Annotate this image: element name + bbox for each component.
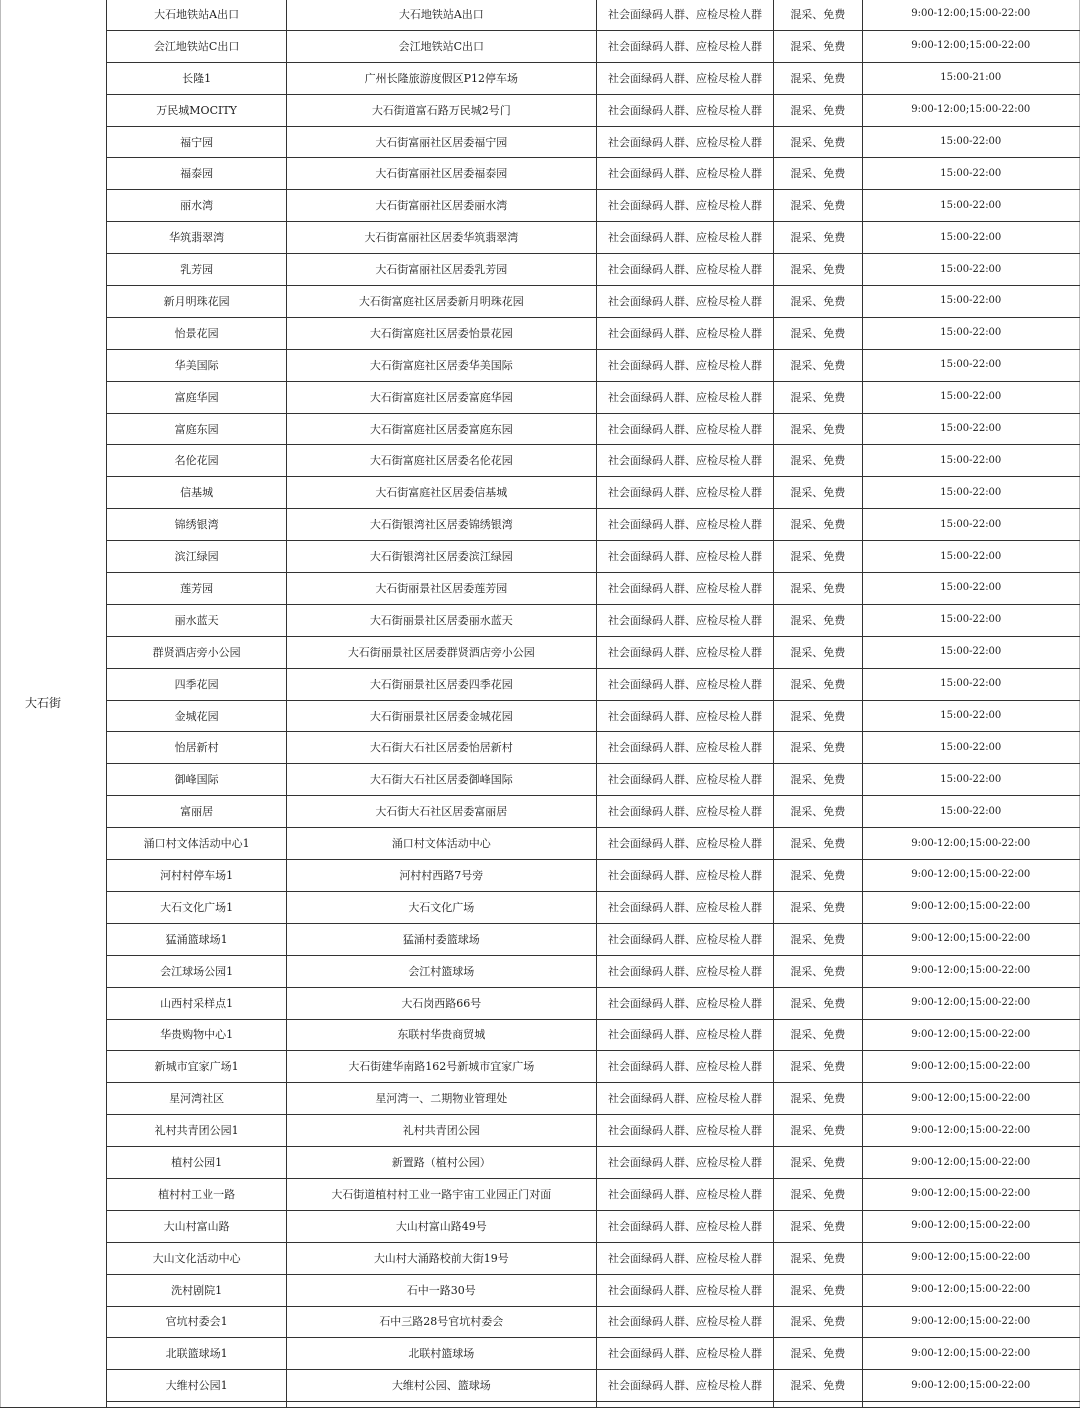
site-address-cell: 大石街富庭社区居委信基城 [286,477,596,509]
sampling-method-cell: 混采、免费 [774,1051,862,1083]
site-address-cell: 大石街大石社区居委御峰国际 [286,764,596,796]
service-hours-cell: 15:00-22:00 [862,349,1079,381]
site-name-cell: 大山村富山路 [107,1210,286,1242]
table-row [1,158,1080,190]
site-name-cell: 星河湾社区 [107,1083,286,1115]
empty-cell [862,1402,1079,1408]
service-hours-cell: 15:00-22:00 [862,668,1079,700]
table-row [1,1338,1080,1370]
site-address-cell: 大石街富庭社区居委富庭华园 [286,381,596,413]
sampling-method-cell: 混采、免费 [774,1019,862,1051]
site-address-cell: 东联村华贵商贸城 [286,1019,596,1051]
site-address-cell: 河村村西路7号旁 [286,860,596,892]
site-address-cell: 大石街大石社区居委怡居新村 [286,732,596,764]
sampling-method-cell: 混采、免费 [774,1147,862,1179]
table-row [1,62,1080,94]
site-name-cell: 怡景花园 [107,317,286,349]
sampling-method-cell: 混采、免费 [774,286,862,318]
table-row [1,286,1080,318]
service-hours-cell: 15:00-22:00 [862,413,1079,445]
table-body [1,0,1080,1408]
site-name-cell: 会江地铁站C出口 [107,30,286,62]
site-name-cell: 华贵购物中心1 [107,1019,286,1051]
service-hours-cell: 9:00-12:00;15:00-22:00 [862,1306,1079,1338]
site-name-cell: 河村村停车场1 [107,860,286,892]
table-row [1,1242,1080,1274]
site-name-cell: 长隆1 [107,62,286,94]
sampling-method-cell: 混采、免费 [774,796,862,828]
site-address-cell: 大石街道富石路万民城2号门 [286,94,596,126]
service-hours-cell: 15:00-22:00 [862,604,1079,636]
site-address-cell: 大石街富丽社区居委福宁园 [286,126,596,158]
site-name-cell: 万民城MOCITY [107,94,286,126]
target-group-cell: 社会面绿码人群、应检尽检人群 [596,955,773,987]
sampling-method-cell: 混采、免费 [774,923,862,955]
table-row [1,509,1080,541]
site-address-cell: 石中三路28号官坑村委会 [286,1306,596,1338]
sampling-method-cell: 混采、免费 [774,955,862,987]
sampling-method-cell: 混采、免费 [774,541,862,573]
site-address-cell: 大石街富庭社区居委富庭东园 [286,413,596,445]
target-group-cell: 社会面绿码人群、应检尽检人群 [596,30,773,62]
sampling-method-cell: 混采、免费 [774,509,862,541]
site-address-cell: 北联村篮球场 [286,1338,596,1370]
sampling-method-cell: 混采、免费 [774,1083,862,1115]
table-row [1,1370,1080,1402]
service-hours-cell: 15:00-22:00 [862,477,1079,509]
target-group-cell: 社会面绿码人群、应检尽检人群 [596,477,773,509]
service-hours-cell: 9:00-12:00;15:00-22:00 [862,1051,1079,1083]
table-row [1,796,1080,828]
site-address-cell: 大石街富丽社区居委丽水湾 [286,190,596,222]
site-name-cell: 官坑村委会1 [107,1306,286,1338]
site-name-cell: 富庭东园 [107,413,286,445]
service-hours-cell: 9:00-12:00;15:00-22:00 [862,955,1079,987]
target-group-cell: 社会面绿码人群、应检尽检人群 [596,1147,773,1179]
site-address-cell: 石中一路30号 [286,1274,596,1306]
target-group-cell: 社会面绿码人群、应检尽检人群 [596,860,773,892]
site-name-cell: 新月明珠花园 [107,286,286,318]
site-name-cell: 大维村公园1 [107,1370,286,1402]
target-group-cell: 社会面绿码人群、应检尽检人群 [596,222,773,254]
site-address-cell: 涌口村文体活动中心 [286,828,596,860]
site-address-cell: 大石岗西路66号 [286,987,596,1019]
target-group-cell: 社会面绿码人群、应检尽检人群 [596,1306,773,1338]
table-row [1,94,1080,126]
table-row [1,541,1080,573]
table-row [1,700,1080,732]
target-group-cell: 社会面绿码人群、应检尽检人群 [596,381,773,413]
table-row [1,1178,1080,1210]
target-group-cell: 社会面绿码人群、应检尽检人群 [596,1370,773,1402]
service-hours-cell: 15:00-22:00 [862,222,1079,254]
table-row [1,604,1080,636]
service-hours-cell: 15:00-22:00 [862,732,1079,764]
target-group-cell: 社会面绿码人群、应检尽检人群 [596,413,773,445]
site-name-cell: 富丽居 [107,796,286,828]
site-name-cell: 新城市宜家广场1 [107,1051,286,1083]
sampling-method-cell: 混采、免费 [774,828,862,860]
target-group-cell: 社会面绿码人群、应检尽检人群 [596,158,773,190]
service-hours-cell: 15:00-22:00 [862,254,1079,286]
sampling-method-cell: 混采、免费 [774,891,862,923]
target-group-cell: 社会面绿码人群、应检尽检人群 [596,1242,773,1274]
site-name-cell: 会江球场公园1 [107,955,286,987]
service-hours-cell: 15:00-22:00 [862,126,1079,158]
site-address-cell: 礼村共青团公园 [286,1115,596,1147]
target-group-cell: 社会面绿码人群、应检尽检人群 [596,1274,773,1306]
table-row [1,1147,1080,1179]
target-group-cell: 社会面绿码人群、应检尽检人群 [596,190,773,222]
target-group-cell: 社会面绿码人群、应检尽检人群 [596,317,773,349]
service-hours-cell: 15:00-22:00 [862,700,1079,732]
site-name-cell: 猛涌篮球场1 [107,923,286,955]
service-hours-cell: 9:00-12:00;15:00-22:00 [862,923,1079,955]
site-name-cell: 华美国际 [107,349,286,381]
sampling-method-cell: 混采、免费 [774,190,862,222]
service-hours-cell: 15:00-22:00 [862,158,1079,190]
site-name-cell: 富庭华园 [107,381,286,413]
sampling-method-cell: 混采、免费 [774,30,862,62]
table-row [1,0,1080,30]
site-name-cell: 山西村采样点1 [107,987,286,1019]
site-name-cell: 大山文化活动中心 [107,1242,286,1274]
target-group-cell: 社会面绿码人群、应检尽检人群 [596,604,773,636]
target-group-cell: 社会面绿码人群、应检尽检人群 [596,636,773,668]
table-row [1,1019,1080,1051]
site-name-cell: 群贤酒店旁小公园 [107,636,286,668]
service-hours-cell: 9:00-12:00;15:00-22:00 [862,30,1079,62]
site-address-cell: 大石街丽景社区居委丽水蓝天 [286,604,596,636]
site-address-cell: 大石街大石社区居委富丽居 [286,796,596,828]
site-name-cell: 锦绣银湾 [107,509,286,541]
site-address-cell: 猛涌村委篮球场 [286,923,596,955]
site-name-cell: 植村公园1 [107,1147,286,1179]
table-row [1,955,1080,987]
site-address-cell: 大石街道植村村工业一路宇宙工业园正门对面 [286,1178,596,1210]
site-address-cell: 大石街富庭社区居委新月明珠花园 [286,286,596,318]
site-name-cell: 礼村共青团公园1 [107,1115,286,1147]
target-group-cell: 社会面绿码人群、应检尽检人群 [596,1083,773,1115]
target-group-cell: 社会面绿码人群、应检尽检人群 [596,1019,773,1051]
service-hours-cell: 15:00-22:00 [862,509,1079,541]
sampling-method-cell: 混采、免费 [774,126,862,158]
sampling-method-cell: 混采、免费 [774,381,862,413]
table-row [1,891,1080,923]
target-group-cell: 社会面绿码人群、应检尽检人群 [596,286,773,318]
target-group-cell: 社会面绿码人群、应检尽检人群 [596,764,773,796]
service-hours-cell: 15:00-22:00 [862,764,1079,796]
service-hours-cell: 15:00-22:00 [862,286,1079,318]
site-name-cell: 四季花园 [107,668,286,700]
target-group-cell: 社会面绿码人群、应检尽检人群 [596,445,773,477]
site-address-cell: 大石街丽景社区居委四季花园 [286,668,596,700]
service-hours-cell: 9:00-12:00;15:00-22:00 [862,1274,1079,1306]
service-hours-cell: 15:00-22:00 [862,636,1079,668]
sampling-method-cell: 混采、免费 [774,700,862,732]
table-row [1,668,1080,700]
site-address-cell: 大石街富丽社区居委福泰园 [286,158,596,190]
site-address-cell: 大石街富庭社区居委名伦花园 [286,445,596,477]
target-group-cell: 社会面绿码人群、应检尽检人群 [596,1210,773,1242]
sampling-method-cell: 混采、免费 [774,604,862,636]
sampling-method-cell: 混采、免费 [774,1274,862,1306]
sampling-method-cell: 混采、免费 [774,1306,862,1338]
target-group-cell: 社会面绿码人群、应检尽检人群 [596,509,773,541]
service-hours-cell: 9:00-12:00;15:00-22:00 [862,1338,1079,1370]
empty-cell [596,1402,773,1408]
target-group-cell: 社会面绿码人群、应检尽检人群 [596,668,773,700]
table-row [1,190,1080,222]
site-address-cell: 大石街丽景社区居委金城花园 [286,700,596,732]
service-hours-cell: 15:00-22:00 [862,445,1079,477]
service-hours-cell: 9:00-12:00;15:00-22:00 [862,1370,1079,1402]
site-name-cell: 福泰园 [107,158,286,190]
sampling-method-cell: 混采、免费 [774,158,862,190]
target-group-cell: 社会面绿码人群、应检尽检人群 [596,923,773,955]
target-group-cell: 社会面绿码人群、应检尽检人群 [596,700,773,732]
service-hours-cell: 15:00-22:00 [862,796,1079,828]
service-hours-cell: 9:00-12:00;15:00-22:00 [862,1115,1079,1147]
site-address-cell: 大石街丽景社区居委群贤酒店旁小公园 [286,636,596,668]
table-row [1,573,1080,605]
sampling-method-cell: 混采、免费 [774,317,862,349]
service-hours-cell: 15:00-22:00 [862,573,1079,605]
table-row [1,764,1080,796]
site-address-cell: 大石街建华南路162号新城市宜家广场 [286,1051,596,1083]
service-hours-cell: 9:00-12:00;15:00-22:00 [862,1210,1079,1242]
site-address-cell: 会江村篮球场 [286,955,596,987]
table-row [1,1083,1080,1115]
site-name-cell: 丽水湾 [107,190,286,222]
site-name-cell: 华筑翡翠湾 [107,222,286,254]
service-hours-cell: 9:00-12:00;15:00-22:00 [862,1178,1079,1210]
service-hours-cell: 15:00-21:00 [862,62,1079,94]
service-hours-cell: 15:00-22:00 [862,541,1079,573]
target-group-cell: 社会面绿码人群、应检尽检人群 [596,541,773,573]
target-group-cell: 社会面绿码人群、应检尽检人群 [596,1051,773,1083]
sampling-method-cell: 混采、免费 [774,349,862,381]
table-row [1,222,1080,254]
site-name-cell: 御峰国际 [107,764,286,796]
site-address-cell: 会江地铁站C出口 [286,30,596,62]
sampling-method-cell: 混采、免费 [774,254,862,286]
site-name-cell: 大石文化广场1 [107,891,286,923]
sampling-method-cell: 混采、免费 [774,1370,862,1402]
site-address-cell: 大山村大涌路校前大街19号 [286,1242,596,1274]
sampling-method-cell: 混采、免费 [774,573,862,605]
sampling-method-cell: 混采、免费 [774,1115,862,1147]
site-address-cell: 星河湾一、二期物业管理处 [286,1083,596,1115]
service-hours-cell: 9:00-12:00;15:00-22:00 [862,1083,1079,1115]
site-name-cell: 植村村工业一路 [107,1178,286,1210]
site-name-cell: 乳芳园 [107,254,286,286]
target-group-cell: 社会面绿码人群、应检尽检人群 [596,1115,773,1147]
site-address-cell: 大石街富丽社区居委华筑翡翠湾 [286,222,596,254]
target-group-cell: 社会面绿码人群、应检尽检人群 [596,891,773,923]
site-address-cell: 大石街富庭社区居委怡景花园 [286,317,596,349]
sampling-method-cell: 混采、免费 [774,1178,862,1210]
service-hours-cell: 15:00-22:00 [862,190,1079,222]
site-name-cell: 北联篮球场1 [107,1338,286,1370]
site-address-cell: 新置路（植村公园） [286,1147,596,1179]
site-address-cell: 大山村富山路49号 [286,1210,596,1242]
site-address-cell: 大石街银湾社区居委滨江绿园 [286,541,596,573]
table-row [1,445,1080,477]
site-address-cell: 大石街富丽社区居委乳芳园 [286,254,596,286]
table-row [1,1274,1080,1306]
sampling-method-cell: 混采、免费 [774,732,862,764]
site-name-cell: 滨江绿园 [107,541,286,573]
service-hours-cell: 15:00-22:00 [862,317,1079,349]
site-address-cell: 大石街银湾社区居委锦绣银湾 [286,509,596,541]
target-group-cell: 社会面绿码人群、应检尽检人群 [596,828,773,860]
site-name-cell: 大石地铁站A出口 [107,0,286,30]
sampling-method-cell: 混采、免费 [774,0,862,30]
table-row [1,381,1080,413]
street-name-cell: 大石街 [1,0,107,1408]
table-row [1,987,1080,1019]
target-group-cell: 社会面绿码人群、应检尽检人群 [596,126,773,158]
target-group-cell: 社会面绿码人群、应检尽检人群 [596,0,773,30]
sampling-method-cell: 混采、免费 [774,222,862,254]
site-name-cell: 怡居新村 [107,732,286,764]
target-group-cell: 社会面绿码人群、应检尽检人群 [596,62,773,94]
table-row [1,126,1080,158]
sampling-method-cell: 混采、免费 [774,1338,862,1370]
sampling-method-cell: 混采、免费 [774,445,862,477]
target-group-cell: 社会面绿码人群、应检尽检人群 [596,1338,773,1370]
target-group-cell: 社会面绿码人群、应检尽检人群 [596,254,773,286]
table-row [1,923,1080,955]
table-row [1,1115,1080,1147]
table-row-partial [1,1402,1080,1408]
empty-cell [286,1402,596,1408]
service-hours-cell: 9:00-12:00;15:00-22:00 [862,987,1079,1019]
service-hours-cell: 15:00-22:00 [862,381,1079,413]
table-row [1,413,1080,445]
site-address-cell: 广州长隆旅游度假区P12停车场 [286,62,596,94]
table-row [1,732,1080,764]
table-row [1,860,1080,892]
site-name-cell: 福宁园 [107,126,286,158]
site-name-cell: 莲芳园 [107,573,286,605]
sampling-method-cell: 混采、免费 [774,62,862,94]
target-group-cell: 社会面绿码人群、应检尽检人群 [596,349,773,381]
service-hours-cell: 9:00-12:00;15:00-22:00 [862,1242,1079,1274]
table-row [1,254,1080,286]
table-row [1,317,1080,349]
table-row [1,30,1080,62]
service-hours-cell: 9:00-12:00;15:00-22:00 [862,1019,1079,1051]
service-hours-cell: 9:00-12:00;15:00-22:00 [862,860,1079,892]
table-row [1,1210,1080,1242]
sampling-method-cell: 混采、免费 [774,94,862,126]
target-group-cell: 社会面绿码人群、应检尽检人群 [596,796,773,828]
site-address-cell: 大石街丽景社区居委莲芳园 [286,573,596,605]
site-name-cell: 丽水蓝天 [107,604,286,636]
site-name-cell: 涌口村文体活动中心1 [107,828,286,860]
site-address-cell: 大石地铁站A出口 [286,0,596,30]
target-group-cell: 社会面绿码人群、应检尽检人群 [596,1178,773,1210]
site-name-cell: 金城花园 [107,700,286,732]
site-address-cell: 大维村公园、篮球场 [286,1370,596,1402]
site-address-cell: 大石街富庭社区居委华美国际 [286,349,596,381]
empty-cell [774,1402,862,1408]
sampling-method-cell: 混采、免费 [774,413,862,445]
table-row [1,477,1080,509]
table-row [1,349,1080,381]
site-name-cell: 名伦花园 [107,445,286,477]
sampling-method-cell: 混采、免费 [774,987,862,1019]
sampling-method-cell: 混采、免费 [774,764,862,796]
table-row [1,636,1080,668]
target-group-cell: 社会面绿码人群、应检尽检人群 [596,987,773,1019]
site-name-cell: 洗村剧院1 [107,1274,286,1306]
site-name-cell: 信基城 [107,477,286,509]
target-group-cell: 社会面绿码人群、应检尽检人群 [596,732,773,764]
site-address-cell: 大石文化广场 [286,891,596,923]
sampling-method-cell: 混采、免费 [774,1242,862,1274]
service-hours-cell: 9:00-12:00;15:00-22:00 [862,1147,1079,1179]
table-row [1,828,1080,860]
service-hours-cell: 9:00-12:00;15:00-22:00 [862,0,1079,30]
empty-cell [107,1402,286,1408]
table-row [1,1051,1080,1083]
sampling-method-cell: 混采、免费 [774,668,862,700]
sampling-method-cell: 混采、免费 [774,1210,862,1242]
service-hours-cell: 9:00-12:00;15:00-22:00 [862,828,1079,860]
target-group-cell: 社会面绿码人群、应检尽检人群 [596,573,773,605]
service-hours-cell: 9:00-12:00;15:00-22:00 [862,891,1079,923]
sampling-method-cell: 混采、免费 [774,636,862,668]
target-group-cell: 社会面绿码人群、应检尽检人群 [596,94,773,126]
sampling-method-cell: 混采、免费 [774,477,862,509]
service-hours-cell: 9:00-12:00;15:00-22:00 [862,94,1079,126]
table-row [1,1306,1080,1338]
sampling-method-cell: 混采、免费 [774,860,862,892]
